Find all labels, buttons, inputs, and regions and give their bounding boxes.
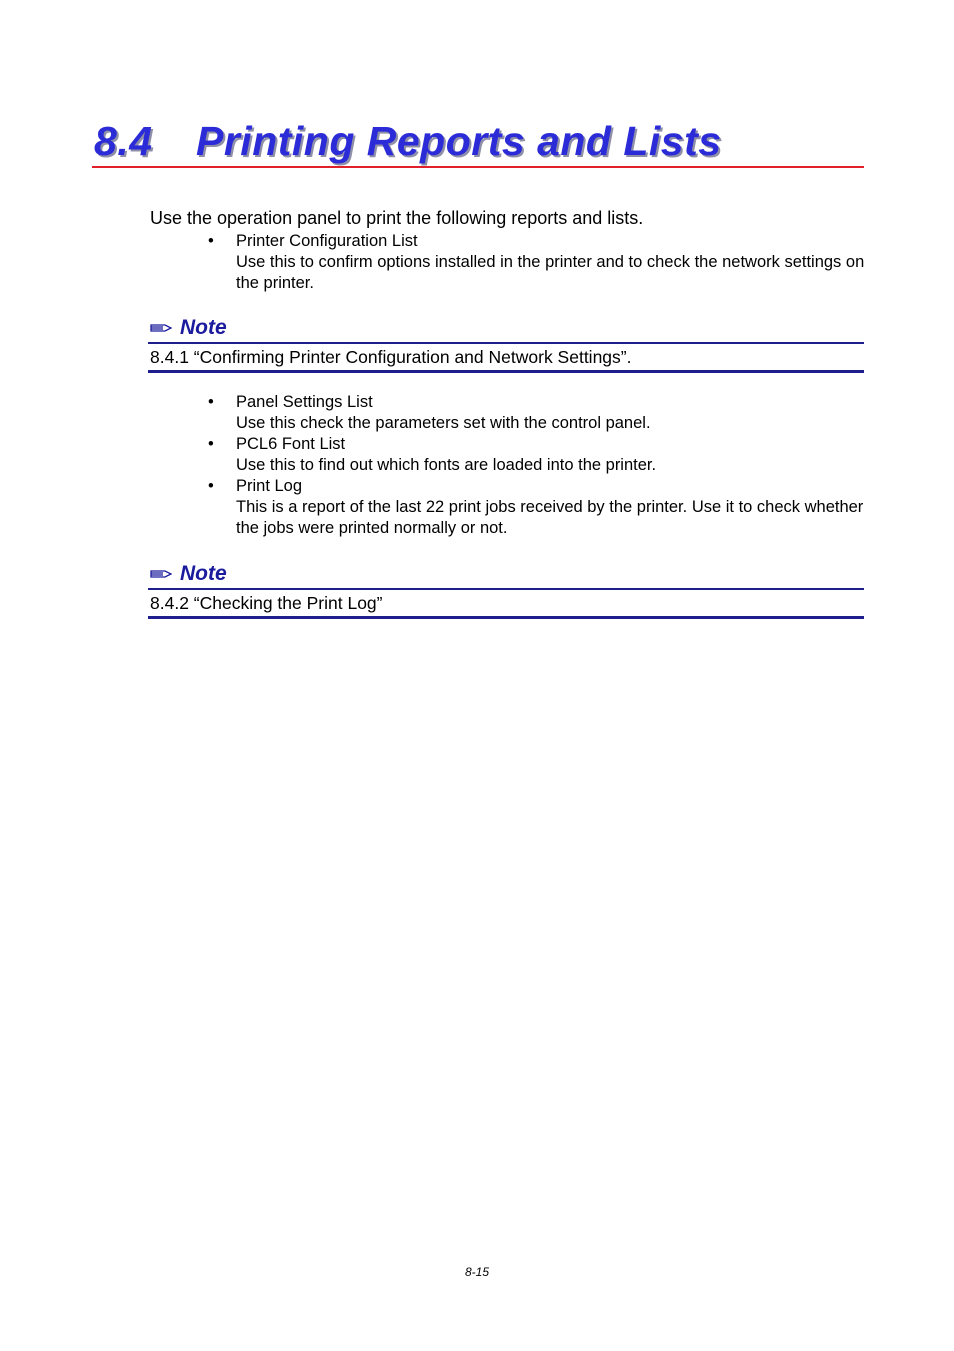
section-number: 8.4 xyxy=(94,118,153,164)
list-item-title: PCL6 Font List xyxy=(236,435,346,453)
section-title: Printing Reports and Lists xyxy=(196,118,722,164)
list-item xyxy=(150,392,870,434)
pencil-icon xyxy=(150,322,172,334)
bullet-icon: • xyxy=(208,435,214,453)
list-item-desc: This is a report of the last 22 print jobs received by the printer. Use it to check whether the jobs were printed normally or not. xyxy=(236,498,864,537)
list-item xyxy=(150,476,870,539)
intro-paragraph: Use the operation panel to print the following reports and lists. xyxy=(150,208,644,228)
note-label: Note xyxy=(180,316,227,339)
list-item-desc: Use this check the parameters set with the control panel. xyxy=(236,414,651,432)
pencil-icon xyxy=(150,568,172,580)
bullet-icon: • xyxy=(208,393,214,411)
report-list-1 xyxy=(150,231,870,294)
list-item xyxy=(150,231,870,294)
note-header xyxy=(148,560,864,590)
list-item-title: Print Log xyxy=(236,477,303,495)
note-label: Note xyxy=(180,562,227,585)
page-number: 8-15 xyxy=(464,1265,490,1279)
note-body xyxy=(148,590,864,619)
bullet-icon: • xyxy=(208,232,214,250)
report-list-2 xyxy=(150,392,870,539)
note-text: 8.4.2 “Checking the Print Log” xyxy=(150,593,383,613)
list-item-desc: Use this to find out which fonts are loaded into the printer. xyxy=(236,456,657,474)
section-heading xyxy=(92,114,864,168)
list-item-title: Panel Settings List xyxy=(236,393,373,411)
list-item-desc: Use this to confirm options installed in the printer and to check the network settings on the printer. xyxy=(236,253,865,292)
note-header xyxy=(148,314,864,344)
bullet-icon: • xyxy=(208,477,214,495)
note-text: 8.4.1 “Confirming Printer Configuration and Network Settings”. xyxy=(150,347,632,367)
list-item xyxy=(150,434,870,476)
list-item-title: Printer Configuration List xyxy=(236,232,418,250)
note-body xyxy=(148,344,864,373)
